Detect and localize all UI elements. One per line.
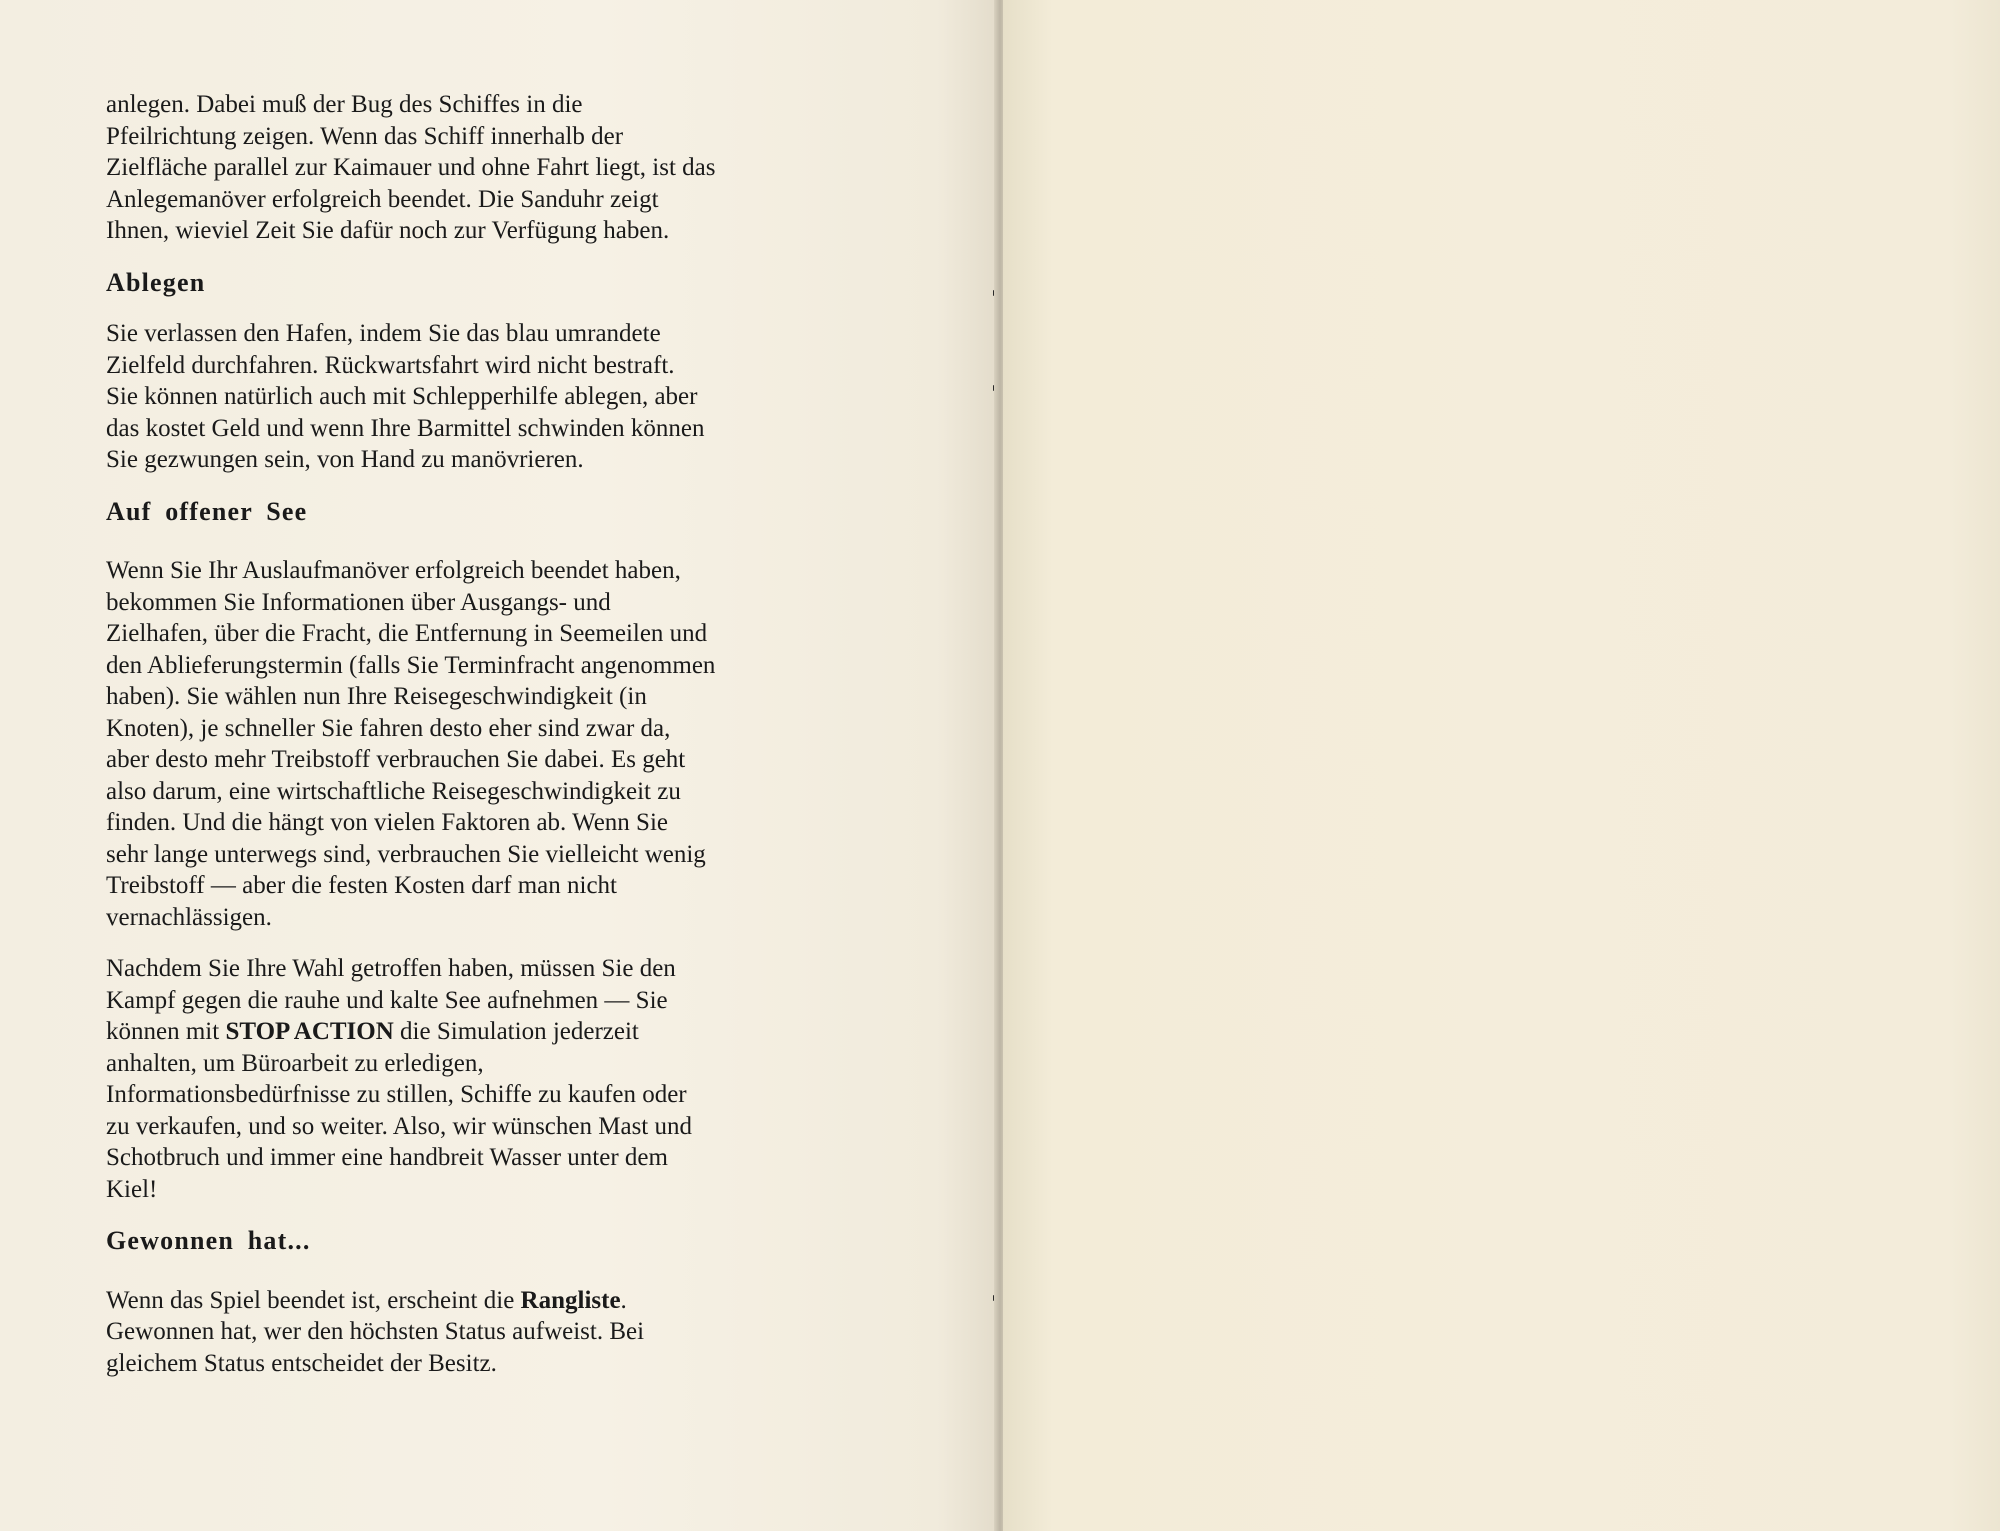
text-fragment: Wenn das Spiel beendet ist, erscheint die [106,1286,521,1314]
text-line: Treibstoff — aber die festen Kosten darf man nicht [106,872,617,899]
text-line: sehr lange unterwegs sind, verbrauchen Sie vielleicht wenig [106,840,706,868]
stop-action-term: STOP ACTION [225,1018,394,1045]
see-paragraph-1 [106,555,866,933]
text-line: Informationsbedürfnisse zu stillen, Schiffe zu kaufen oder [106,1081,687,1108]
right-page [1003,0,2000,1531]
left-page-text [106,89,866,1379]
heading-gewonnen-hat: Gewonnen hat... [106,1226,311,1255]
text-line: bekommen Sie Informationen über Ausgangs- und [106,588,611,616]
text-line: Kiel! [106,1175,158,1203]
rangliste-term: Rangliste [520,1286,621,1314]
text-line: Sie gezwungen sein, von Hand zu manövrieren. [106,446,584,473]
ablegen-paragraph [106,318,866,476]
text-line: Gewonnen hat, wer den höchsten Status aufweist. Bei [106,1318,645,1345]
text-line: Sie verlassen den Hafen, indem Sie das blau umrandete [106,320,661,347]
see-paragraph-2 [106,953,866,1205]
text-line: zu verkaufen, und so weiter. Also, wir wünschen Mast und [106,1112,692,1140]
text-line: anhalten, um Büroarbeit zu erledigen, [106,1049,484,1077]
text-line: vernachlässigen. [106,903,272,931]
text-line: Sie können natürlich auch mit Schlepperhilfe ablegen, aber [106,383,698,410]
text-line: Wenn Sie Ihr Auslaufmanöver erfolgreich beendet haben, [106,557,681,584]
text-fragment: die Simulation jederzeit [393,1018,639,1045]
text-line: Nachdem Sie Ihre Wahl getroffen haben, müssen Sie den [106,955,676,982]
text-line: also darum, eine wirtschaftliche Reisegeschwindigkeit zu [106,777,681,805]
text-line: aber desto mehr Treibstoff verbrauchen Sie dabei. Es geht [106,746,686,773]
text-line [106,1285,866,1317]
heading-auf-offener-see: Auf offener See [106,496,308,526]
left-page [0,0,997,1531]
text-line: gleichem Status entscheidet der Besitz. [106,1349,497,1377]
text-line: Zielfläche parallel zur Kaimauer und ohne Fahrt liegt, ist das [106,154,716,181]
intro-paragraph [106,89,866,247]
text-line: Kampf gegen die rauhe und kalte See aufnehmen — Sie [106,986,668,1014]
text-line: Ihnen, wieviel Zeit Sie dafür noch zur Verfügung haben. [106,217,670,244]
gewonnen-paragraph [106,1285,866,1380]
text-line: finden. Und die hängt von vielen Faktoren ab. Wenn Sie [106,809,668,836]
text-line: Zielfeld durchfahren. Rückwartsfahrt wird nicht bestraft. [106,351,675,379]
text-line [106,1016,866,1048]
text-line: das kostet Geld und wenn Ihre Barmittel schwinden können [106,414,705,442]
text-line: Anlegemanöver erfolgreich beendet. Die Sanduhr zeigt [106,185,659,213]
text-line: anlegen. Dabei muß der Bug des Schiffes in die [106,91,583,118]
text-line: haben). Sie wählen nun Ihre Reisegeschwindigkeit (in [106,683,647,710]
text-line: Zielhafen, über die Fracht, die Entfernung in Seemeilen und [106,620,708,647]
text-fragment: können mit [106,1018,226,1045]
text-line: den Ablieferungstermin (falls Sie Terminfracht angenommen [106,651,716,679]
text-line: Pfeilrichtung zeigen. Wenn das Schiff innerhalb der [106,122,624,150]
text-line: Schotbruch und immer eine handbreit Wasser unter dem [106,1144,668,1171]
text-fragment: . [620,1286,627,1314]
heading-ablegen: Ablegen [106,267,206,297]
text-line: Knoten), je schneller Sie fahren desto eher sind zwar da, [106,714,671,742]
